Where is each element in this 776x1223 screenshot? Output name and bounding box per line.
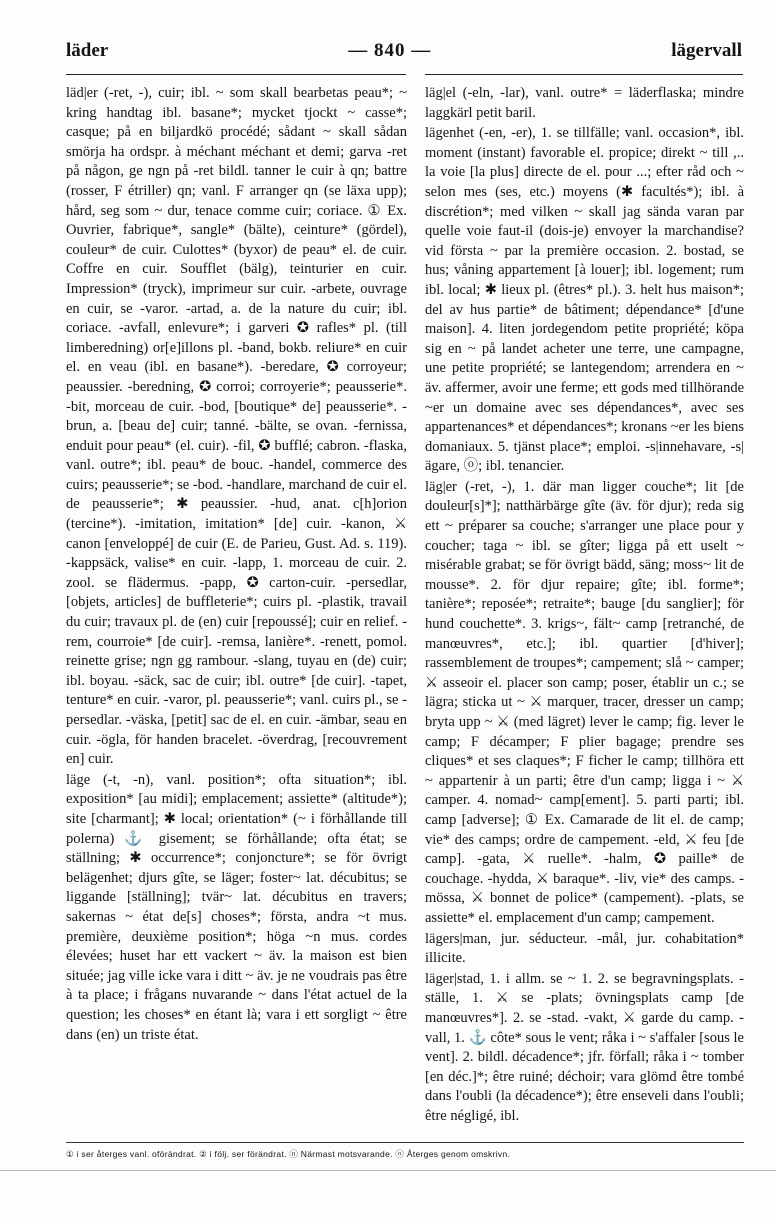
entry-lagenhet: lägenhet (-en, -er), 1. se tillfälle; vanl. occasion*, ibl. moment (instant) favorable el. propice; direkt ~ till ,.. la voie [la plus] directe de el. pour ...; efter råd och ~ selon mes (ses, etc.) moyens (✱ facultés*); ibl. à discrétion*; med vilken ~ skall jag sända varan par quelle voie faut-il (dois-je) envoyer la marchandise? vid första ~ par la première occasion. 2. bostad, se hus; våning appartement [à louer]; ibl. logement; rum ibl. local; ✱ lieux pl. (êtres* pl.). 3. helt hus maison*; del av hus partie* de bâtiment; dépendance* [d'une maison]. 4. liten jordegendom petite propriété; köpa sig en ~ på landet acheter une terre, une campagne, une petite propriété; se lantegendom; arrendera en ~ äv. affermer, avoir une ferme; ett gods med tillhörande ~er un domaine avec ses dépendances*, avec ses appartenances* et dépendances*; kronans ~er les biens domaniaux. 5. tjänst place*; emploi. -s|innehavare, -s|ägare, ⓞ; ibl. tenancier. [425, 125, 744, 475]
header-left-guideword: läder [66, 40, 109, 61]
header-rule-left [66, 74, 406, 75]
entry-lagerstad: läger|stad, 1. i allm. se ~ 1. 2. se begravningsplats. -ställe, 1. ⚔ se -plats; övningsplats camp [de manœuvres*]. 2. se -stad. -vakt, ⚔ garde du camp. -vall, 1. ⚓ côte* sous le vent; råka i ~ s'affaler [sous le vent]. 2. bildl. décadence*; jfr. förfall; råka i ~ tomber [en déc.]*; être ruiné; déchoir; vara glömd être tombé dans l'oubli (la décadence*); être enseveli dans l'oubli; être négligé, ibl. [425, 970, 744, 1124]
page-header [66, 40, 742, 72]
header-rule-right [425, 74, 743, 75]
footnote-rule [66, 1142, 744, 1143]
entry-lagel: läg|el (-eln, -lar), vanl. outre* = läderflaska; mindre laggkärl petit baril. [425, 85, 744, 121]
right-column [425, 84, 744, 1127]
header-right-guideword: lägervall [671, 40, 742, 61]
entry-lage: läge (-t, -n), vanl. position*; ofta situation*; ibl. exposition* [au midi]; emplacement; assiette* (altitude*); site [charmant]; ✱ local; orientation* (~ i förhållande till polerna) ⚓ gisement; se förhållande; ofta état; se ställning; ✱ occurrence*; conjoncture*; se för övrigt belägenhet; djurs gîte, se läger; foster~ lat. décubitus; se liggande [ställning]; tvär~ lat. décubitus en travers; sakernas ~ état de[s] choses*; första, andra ~t mus. première, deuxième position*; höga ~n mus. cordes élevées; huset har ett vackert ~ äv. la maison est bien située; jag ville icke vara i ditt ~ äv. je ne voudrais pas être à ta place; i frågans nuvarande ~ dans l'état actuel de la question; les choses* en étant là; vara i ett sorgligt ~ être dans (en) un triste état. [66, 771, 407, 1043]
footnote-legend: ① i ser återges vanl. oförändrat. ② i följ. ser förändrat. ⓝ Närmast motsvarande. ⓞ Återges genom omskrivn. [66, 1149, 511, 1159]
entry-lagersman: lägers|man, jur. séducteur. -mål, jur. cohabitation* illicite. [425, 930, 744, 967]
page-bottom-line [0, 1170, 776, 1171]
page-number: — 840 — [348, 40, 432, 61]
left-column [66, 84, 407, 1127]
entry-lader: läd|er (-ret, -), cuir; ibl. ~ som skall bearbetas peau*; ~ kring handtag ibl. basane*; mycket tjockt ~ casse*; casque; på en biljardkö procédé; sådant ~ skall sådan smörja ha ordspr. à méchant méchant et demi; garva -ret på någon, ge ngn på -ret bildl. tanner le cuir à qn; battre (rosser, F étriller) qn; vanl. F arranger qn (se läxa upp); hård, seg som ~ dur, tenace comme cuir; coriace. ① Ex. Ouvrier, fabrique*, sangle* (bälte), ceinture* (gördel), couleur* de cuir. Culottes* (byxor) de peau* el. de cuir. Coffre en cuir. Soufflet (bälg), teinturier en cuir. Impression* (tryck), imprimeur sur cuir. -arbete, ouvrage en cuir, se -varor. -artad, a. de la nature du cuir; ibl. coriace. -avfall, enlevure*; i garveri ✪ rafles* pl. (till limberedning) or[e]illons pl. -band, bokb. reliure* en cuir el. en veau (ibl. en basane*). -beredare, ✪ corroyeur; peaussier. -beredning, ✪ corroi; corroyerie*; peausserie*. -bit, morceau de cuir. -bod, [boutique* de] peausserie*. -brun, a. [beau de] cuir; tanné. -bälte, se ovan. -fernissa, enduit pour peau* (el. cuir). -fil, ✪ bufflé; cabron. -flaska, vanl. outre*; ibl. peau* de bouc. -handel, commerce des cuirs; peausserie*; se -bod. -handlare, marchand de cuir el. de peausserie*; ✱ peaussier. -hud, anat. c[h]orion (tercine*). -imitation, imitation* [de] cuir. -kanon, ⚔ canon [enveloppé] de cuir (E. de Parieu, Gust. Ad. s. 119). -kappsäck, valise* en cuir. -lapp, 1. morceau de cuir. 2. zool. se flädermus. -papp, ✪ carton-cuir. -persedlar, [objets, articles] de buffleterie*; cuirs pl. -plastik, travail du cuir; travaux pl. de (en) cuir [repoussé]; cuir en relief. -rem, courroie* [de cuir]. -remsa, lanière*. -renett, pomol. reinette grise; ngn gg rambour. -slang, tuyau en (de) cuir; ibl. boyau. -säck, sac de cuir; ibl. outre* [de cuir]. -tapet, tenture* en cuir. -varor, pl. peausserie*; vanl. cuirs pl., se -persedlar. -väska, [petit] sac de el. en cuir. -ämbar, seau en cuir. -ögla, för handen bracelet. -överdrag, [recouvrement en] cuir. [66, 85, 407, 768]
entry-lager: läg|er (-ret, -), 1. där man ligger couche*; lit [de douleur[s]*]; natthärbärge gîte (äv. för djur); reda sig ett ~ préparer sa couche; s'arranger une place pour y coucher; taga ~ ibl. se gîter; ligga på ett uselt ~ misérable grabat; se för övrigt bädd, säng; moss~ lit de mousse*. 2. för djur repaire; gîte; ibl. forme*; tanière*; reposée*; retraite*; bauge [du sanglier]; för hund couchette*. 3. krigs~, fält~ camp [retranché, de manœuvres*, etc.]; ibl. quartier [d'hiver]; rassemblement de troupes*; campement; slå ~ camper; ⚔ asseoir el. placer son camp; poser, établir un c.; se lägra; sticka ut ~ ⚔ marquer, tracer, dresser un camp; bryta upp ~ ⚔ (med lägret) lever le camp; fig. lever le camp; F décamper; F plier bagage; prendre ses cliques* et ses claques*; F ficher le camp; tillhöra ett ~ appartenir à un parti; être d'un camp; ligga i ~ ⚔ camper. 4. nomad~ camp[ement]. 5. parti parti; ibl. camp [adverse]; ① Ex. Camarade de lit el. de camp; vie* des camps; ordre de campement. -eld, ⚔ feu [de camp]. -gata, ⚔ ruelle*. -halm, ✪ paille* de couchage. -hydda, ⚔ baraque*. -liv, vie* des camps. -mössa, ⚔ bonnet de police* (campement). -plats, se assiette* el. emplacement d'un camp; campement. [425, 478, 744, 926]
